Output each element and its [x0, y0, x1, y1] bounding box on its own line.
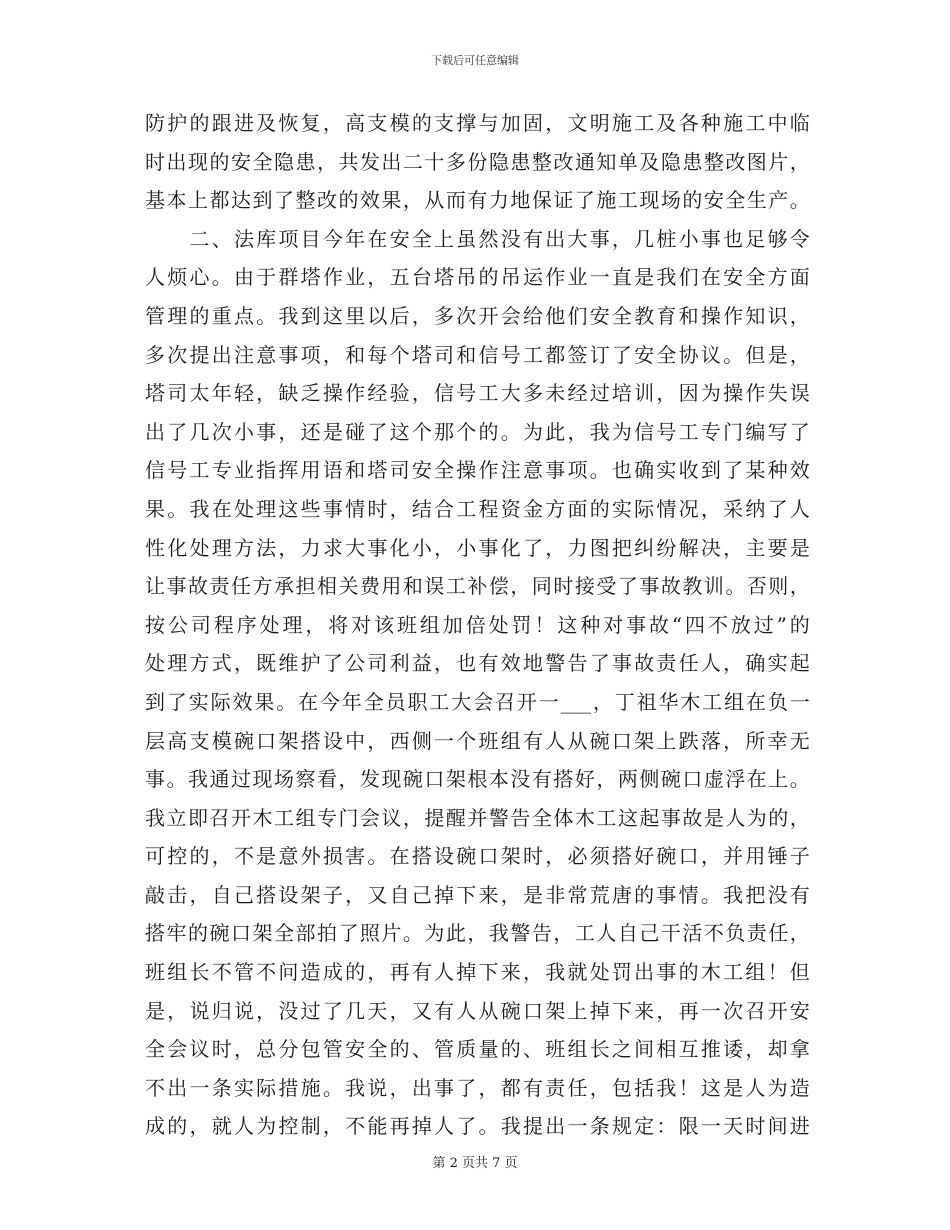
text-line: 不出一条实际措施。我说，出事了，都有责任，包括我！这是人为造 [145, 1075, 810, 1100]
text-line: 信号工专业指挥用语和塔司安全操作注意事项。也确实收到了某种效 [145, 458, 810, 483]
body-text [145, 104, 810, 1146]
text-line: 按公司程序处理，将对该班组加倍处罚！这种对事故“四不放过”的 [145, 612, 810, 637]
text-line: 事。我通过现场察看，发现碗口架根本没有搭好，两侧碗口虚浮在上。 [145, 767, 810, 792]
text-line: 搭牢的碗口架全部拍了照片。为此，我警告，工人自己干活不负责任， [145, 921, 810, 946]
text-line: 处理方式，既维护了公司利益，也有效地警告了事故责任人，确实起 [145, 651, 810, 676]
text-line: 成的，就人为控制，不能再掉人了。我提出一条规定：限一天时间进 [145, 1114, 810, 1139]
text-line: 多次提出注意事项，和每个塔司和信号工都签订了安全协议。但是， [145, 342, 810, 367]
text-line: 敲击，自己搭设架子，又自己掉下来，是非常荒唐的事情。我把没有 [145, 882, 810, 907]
text-line: 基本上都达到了整改的效果，从而有力地保证了施工现场的安全生产。 [145, 188, 810, 213]
text-line: 时出现的安全隐患，共发出二十多份隐患整改通知单及隐患整改图片， [145, 149, 810, 174]
text-line: 让事故责任方承担相关费用和误工补偿，同时接受了事故教训。否则， [145, 574, 810, 599]
text-line: 全会议时，总分包管安全的、管质量的、班组长之间相互推诿，却拿 [145, 1037, 810, 1062]
text-line: 出了几次小事，还是碰了这个那个的。为此，我为信号工专门编写了 [145, 419, 810, 444]
text-line: 果。我在处理这些事情时，结合工程资金方面的实际情况，采纳了人 [145, 496, 810, 521]
text-line: 防护的跟进及恢复，高支模的支撑与加固，文明施工及各种施工中临 [145, 111, 810, 135]
text-line: 性化处理方法，力求大事化小，小事化了，力图把纠纷解决，主要是 [145, 535, 810, 560]
page-header: 下载后可任意编辑 [431, 54, 519, 67]
page-footer: 第 2 页共 7 页 [432, 1156, 518, 1171]
text-line: 二、法库项目今年在安全上虽然没有出大事，几桩小事也足够令 [145, 226, 810, 251]
text-line: 塔司太年轻，缺乏操作经验，信号工大多未经过培训，因为操作失误 [145, 381, 810, 406]
text-line: 层高支模碗口架搭设中，西侧一个班组有人从碗口架上跌落，所幸无 [145, 728, 810, 753]
text-line: 是，说归说，没过了几天，又有人从碗口架上掉下来，再一次召开安 [145, 998, 810, 1023]
text-line: 我立即召开木工组专门会议，提醒并警告全体木工这起事故是人为的， [145, 805, 810, 830]
text-line: 到了实际效果。在今年全员职工大会召开一___，丁祖华木工组在负一 [145, 689, 810, 714]
text-line: 班组长不管不问造成的，再有人掉下来，我就处罚出事的木工组！但 [145, 960, 810, 985]
text-line: 管理的重点。我到这里以后，多次开会给他们安全教育和操作知识， [145, 303, 810, 328]
text-line: 可控的，不是意外损害。在搭设碗口架时，必须搭好碗口，并用锤子 [145, 844, 810, 869]
text-line: 人烦心。由于群塔作业，五台塔吊的吊运作业一直是我们在安全方面 [145, 265, 810, 290]
